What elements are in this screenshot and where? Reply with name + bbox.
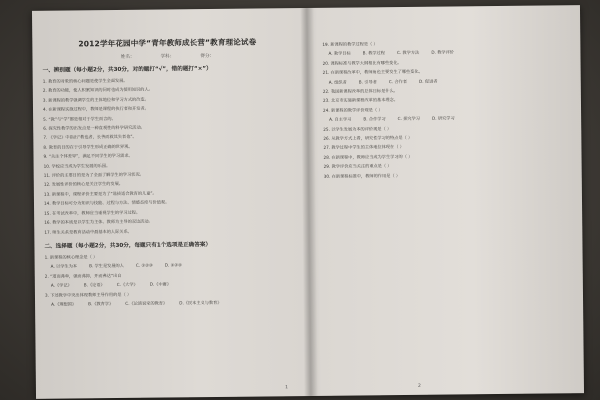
question-line: 28. 在新课程中，教师应当成为学生学习的（ ） — [323, 153, 413, 160]
option: D.《中庸》 — [149, 281, 172, 287]
option: B.《教育学》 — [88, 300, 114, 307]
option: A.《学记》 — [50, 282, 72, 288]
option: A.《理想国》 — [51, 301, 77, 307]
option: A. 以学生为本 — [50, 263, 78, 270]
question-line: 12. 发展性评价的核心是关注学生的发展。 — [43, 181, 124, 188]
page-number: 1 — [285, 385, 288, 391]
option: D. ①②④ — [164, 262, 182, 268]
question-line: 29. 教学评价应当关注的重点是（ ） — [323, 163, 392, 170]
question-line: 30. 在新课程标准中，教师的作用是（ ） — [323, 172, 401, 179]
option: B. 教学过程 — [362, 50, 385, 56]
question-line: 14. 教学目标可分为知识与技能、过程与方法、情感态度与价值观。 — [43, 199, 170, 207]
question-line: 9. “关注个体差异”，满足不同学生的学习需求。 — [43, 153, 133, 160]
choice-question: 2. “道而弗牵，强而弗抑，开而弗达”出自 — [44, 272, 122, 279]
option: C.《大学》 — [116, 281, 138, 288]
option: B. 引导者 — [358, 78, 377, 85]
option: B. 学生是发展的人 — [89, 263, 124, 269]
question-line: 11. 评价的主要目的是为了全面了解学生的学习状况。 — [43, 171, 144, 178]
question-line: 7. 《学记》中指出“教也者，长善而救其失者也”。 — [43, 134, 137, 141]
option: B. 合作学习 — [363, 116, 386, 122]
option: A. 教学目标 — [328, 50, 351, 57]
page-fold — [300, 8, 318, 396]
option: C. 合作者 — [388, 78, 408, 84]
right-page — [316, 5, 578, 396]
option: C. 探究学习 — [397, 116, 421, 122]
option: D. 研究学习 — [431, 115, 455, 121]
question-line: 3. 新课程的教学强调学生的主体地位和学习方式的改变。 — [42, 96, 149, 103]
question-line: 6. 探究性教学的出发点是一种直观性的科学研究活动。 — [43, 124, 145, 131]
question-line: 10. 学校应当成为学生发展的乐园。 — [43, 162, 111, 169]
exam-paper — [32, 5, 584, 399]
question-line: 8. 教育的目的在于引导学生形成正确的世界观。 — [43, 143, 133, 150]
question-line: 25. 以学生发展为本的评价观是（ ） — [323, 125, 392, 132]
choice-question: 3. 下述教学中突出体现教师主导作用的是（ ） — [44, 291, 132, 298]
question-line: 20. 课程标准与教学大纲相比有哪些变化。 — [322, 59, 402, 66]
question-line: 4. 在新课程实施过程中，教师是课程的执行者和开发者。 — [42, 105, 149, 112]
question-line: 23. 北京市实施新课程改革的基本理念。 — [322, 97, 398, 104]
question-line: 16. 教学的本质是以学生为主体、教师为主导的双边活动。 — [44, 218, 153, 225]
question-line: 17. 师生关系是教育活动中最基本的人际关系。 — [44, 228, 132, 235]
option: C. 教学方法 — [396, 50, 420, 56]
question-line: 21. 在新课程改革中，教师角色主要发生了哪些变化。 — [322, 69, 423, 76]
option: C.《论演说家的教育》 — [125, 300, 168, 306]
section-2-title: 二、选择题（每小题2分，共30分，每题只有1个选项是正确答案） — [44, 241, 212, 250]
question-line: 13. 新课程中，课程评价主要是为了“选拔适合教育的儿童”。 — [43, 190, 157, 197]
question-line: 5. “教”与“学”都是相对于学生而言的。 — [43, 115, 116, 122]
question-line: 24. 新课程的教学评价观是（ ） — [323, 107, 383, 113]
exam-title: 2012学年花园中学“青年教师成长营”教育理论试卷 — [78, 37, 257, 49]
option: A. 自主学习 — [329, 116, 352, 123]
left-page — [36, 8, 302, 399]
option: A. 组织者 — [328, 79, 347, 85]
question-line: 15. 在考试改革中，教师应当重视学生的学习过程。 — [44, 209, 141, 216]
question-line: 27. 教学过程中学生的主体地位体现在（ ） — [323, 144, 404, 151]
name-field: 姓名： — [120, 54, 135, 60]
option: B.《论语》 — [83, 282, 105, 288]
student-info — [36, 52, 298, 61]
option: D.《民本主义与教育》 — [179, 299, 222, 306]
question-line: 19. 新课程的教学过程是（ ） — [322, 41, 378, 47]
page-number: 2 — [417, 383, 421, 389]
score-field: 得分： — [200, 53, 215, 60]
question-line: 2. 教育的功能，使人积累知识的同时也成为使用知识的人。 — [42, 87, 153, 94]
question-line: 22. 我国新课程改革的总体目标是什么。 — [322, 88, 398, 94]
section-1-title: 一、辨别题（每小题2分，共30分，对的题打“√”，错的题打“×”） — [42, 66, 212, 74]
option: C. ①②③ — [135, 262, 153, 269]
choice-question: 1. 新课程的核心理念是（ ） — [44, 254, 98, 260]
option: D. 教学评价 — [431, 49, 454, 56]
subject-field: 学科： — [160, 54, 175, 60]
question-line: 1. 教育的对象的核心问题是使学生全面发展。 — [42, 77, 128, 84]
option: D. 促进者 — [419, 78, 438, 84]
question-line: 26. 从教学方式上看，研究性学习的特点是（ ） — [323, 134, 413, 141]
